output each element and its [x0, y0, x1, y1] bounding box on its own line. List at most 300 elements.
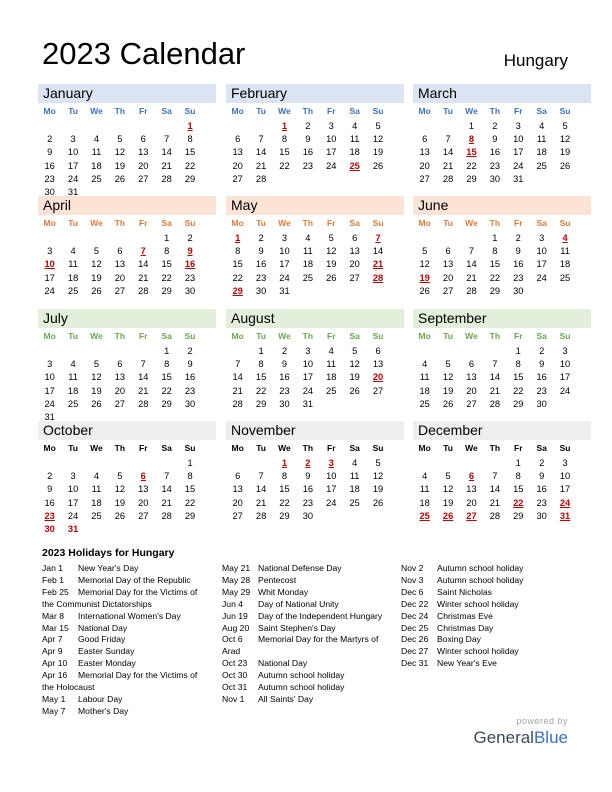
day-cell: 29: [161, 285, 172, 296]
day-cell: 24: [44, 285, 55, 296]
holiday-date: Dec 22: [401, 598, 429, 609]
day-cell: 20: [232, 160, 243, 171]
day-cell: 25: [91, 173, 102, 184]
day-cell: 12: [442, 372, 454, 383]
month-name: September: [413, 309, 591, 328]
day-cell: 21: [138, 385, 149, 396]
day-cell: [320, 510, 343, 523]
day-cell: 17: [44, 385, 55, 396]
day-cell: 18: [419, 385, 430, 396]
holiday-date: Dec 26: [401, 634, 429, 645]
day-cell: 15: [232, 259, 243, 270]
day-cell: 17: [302, 372, 314, 383]
day-cell: 16: [513, 259, 524, 270]
day-cell: 30: [184, 398, 196, 409]
day-cell: 19: [326, 259, 337, 270]
day-cell: [366, 285, 389, 298]
day-cell: 14: [372, 246, 384, 257]
weekday-header: [413, 440, 591, 457]
day-cell: 6: [117, 359, 123, 370]
day-cell: 28: [466, 285, 477, 296]
day-cell: [85, 120, 108, 133]
holiday-item: [401, 634, 523, 646]
holiday-date: Feb 1: [42, 574, 64, 585]
holiday-date: Mar 8: [42, 610, 64, 621]
holiday-day-cell: 29: [232, 285, 243, 296]
weekday-label: We: [90, 218, 103, 228]
day-cell: 19: [91, 385, 102, 396]
week-row: [413, 510, 591, 523]
weekday-label: Mo: [231, 218, 244, 228]
holiday-name: International Women's Day: [78, 610, 181, 621]
week-row: [226, 258, 404, 271]
holiday-day-cell: 30: [44, 523, 55, 533]
day-cell: 13: [442, 259, 454, 270]
month-april: [38, 196, 216, 308]
holiday-name: New Year's Day: [78, 563, 139, 573]
week-row: [38, 173, 216, 186]
day-cell: 25: [349, 497, 360, 508]
day-cell: 23: [44, 173, 55, 184]
holiday-date: May 7: [42, 705, 66, 716]
day-cell: 18: [559, 259, 571, 270]
week-row: [226, 120, 404, 133]
day-cell: 2: [305, 121, 311, 131]
day-cell: 7: [258, 471, 264, 482]
day-cell: 23: [536, 385, 547, 396]
day-cell: [460, 345, 483, 358]
holiday-item: [222, 599, 382, 611]
day-cell: 8: [258, 359, 264, 370]
day-cell: 21: [138, 272, 149, 283]
day-cell: [61, 411, 84, 421]
day-cell: 27: [349, 272, 360, 283]
day-cell: 11: [419, 372, 430, 383]
holiday-date: Oct 30: [222, 670, 248, 681]
holiday-column-2: [222, 563, 382, 706]
holiday-item: [222, 682, 382, 694]
day-cell: 28: [255, 173, 267, 184]
week-row: [226, 345, 404, 358]
weekday-label: Fr: [514, 218, 523, 228]
weekday-label: Su: [559, 443, 571, 453]
holiday-date: Mar 15: [42, 622, 69, 633]
week-row: [38, 245, 216, 258]
day-cell: 5: [445, 359, 451, 370]
day-cell: 21: [466, 272, 477, 283]
day-cell: [226, 120, 249, 133]
weekday-label: Th: [302, 331, 314, 341]
day-cell: 3: [305, 346, 311, 356]
weekday-header: [226, 103, 404, 120]
day-cell: 16: [184, 372, 196, 383]
holiday-date: Apr 10: [42, 658, 68, 669]
day-cell: [436, 120, 459, 133]
holiday-item: [401, 599, 523, 611]
weekday-label: We: [465, 443, 478, 453]
day-cell: 12: [326, 246, 337, 257]
holiday-name: Winter school holiday: [437, 598, 519, 609]
day-cell: 26: [559, 160, 571, 171]
holiday-date: Nov 3: [401, 574, 424, 585]
holiday-name: Pentecost: [258, 574, 297, 585]
day-cell: [483, 345, 506, 358]
weekday-header: [226, 215, 404, 232]
week-row: [226, 457, 404, 470]
holiday-name: Whit Monday: [258, 586, 309, 597]
week-row: [38, 497, 216, 510]
holiday-day-cell: 6: [468, 471, 475, 482]
day-cell: 30: [536, 510, 547, 521]
weekday-label: We: [465, 106, 478, 116]
day-cell: 27: [114, 398, 126, 409]
day-cell: 17: [44, 272, 55, 283]
day-cell: 1: [187, 458, 193, 468]
weekday-label: Su: [372, 218, 384, 228]
weekday-label: Mo: [231, 443, 244, 453]
day-cell: 11: [560, 246, 570, 257]
day-cell: 22: [279, 497, 290, 508]
day-cell: 12: [419, 259, 430, 270]
day-cell: 4: [93, 471, 100, 482]
week-row: [38, 160, 216, 173]
weekday-label: Fr: [514, 443, 523, 453]
day-cell: 6: [445, 246, 451, 257]
holiday-day-cell: 23: [44, 510, 55, 521]
day-cell: [132, 523, 155, 533]
day-cell: 30: [184, 285, 196, 296]
week-row: [413, 470, 591, 483]
day-cell: 13: [114, 259, 126, 270]
holiday-date: Dec 31: [401, 658, 429, 669]
weekday-label: Su: [559, 106, 571, 116]
day-cell: [273, 173, 296, 186]
day-cell: [132, 345, 155, 358]
day-cell: 15: [279, 484, 290, 495]
holiday-name: Saint Nicholas: [437, 586, 492, 597]
weekday-label: Sa: [536, 106, 547, 116]
holiday-item: [401, 587, 523, 599]
day-cell: 5: [422, 246, 428, 257]
day-cell: 7: [164, 134, 170, 145]
weekday-label: We: [278, 106, 291, 116]
day-cell: 24: [44, 398, 55, 409]
weekday-label: Tu: [443, 106, 453, 116]
weekday-label: Tu: [256, 331, 266, 341]
weekday-label: Th: [489, 331, 501, 341]
week-row: [413, 385, 591, 398]
holiday-name: Labour Day: [78, 693, 123, 704]
holiday-item: [42, 694, 197, 706]
holiday-day-cell: 31: [67, 523, 79, 533]
day-cell: 29: [513, 510, 524, 521]
day-cell: 16: [279, 372, 290, 383]
day-cell: 29: [184, 510, 196, 521]
holiday-day-cell: 16: [184, 259, 196, 270]
holiday-item: [222, 670, 382, 682]
day-cell: 22: [161, 385, 172, 396]
day-cell: 26: [326, 272, 337, 283]
weekday-label: Tu: [256, 106, 266, 116]
day-cell: 14: [489, 372, 501, 383]
day-cell: 22: [232, 272, 243, 283]
day-cell: 21: [161, 497, 172, 508]
weekday-label: Fr: [327, 331, 336, 341]
week-row: [413, 371, 591, 384]
day-cell: 3: [281, 233, 288, 243]
day-cell: 23: [279, 385, 290, 396]
day-cell: [178, 523, 201, 533]
weekday-label: Tu: [443, 331, 453, 341]
day-cell: 23: [184, 385, 196, 396]
month-september: [413, 309, 591, 421]
week-row: [38, 258, 216, 271]
day-cell: 5: [117, 471, 123, 482]
day-cell: 7: [468, 246, 475, 257]
day-cell: 1: [164, 233, 170, 243]
weekday-label: Su: [184, 106, 196, 116]
weekday-label: Fr: [514, 106, 523, 116]
month-march: [413, 84, 591, 196]
day-cell: 1: [468, 121, 475, 131]
day-cell: 7: [492, 359, 498, 370]
day-cell: 16: [255, 259, 267, 270]
day-cell: [553, 398, 576, 411]
day-cell: 24: [326, 160, 337, 171]
day-cell: 28: [161, 510, 172, 521]
day-cell: [320, 173, 343, 186]
weekday-label: Su: [559, 218, 571, 228]
day-cell: 22: [161, 272, 172, 283]
day-cell: [530, 285, 553, 298]
day-cell: 18: [67, 272, 79, 283]
day-cell: 17: [559, 484, 571, 495]
day-cell: 16: [302, 147, 314, 158]
day-cell: [320, 285, 343, 298]
weekday-label: We: [465, 331, 478, 341]
day-cell: 26: [442, 398, 454, 409]
weekday-label: Tu: [68, 331, 78, 341]
day-cell: 19: [91, 272, 102, 283]
holiday-name: Autumn school holiday: [437, 574, 524, 585]
day-cell: 25: [67, 398, 79, 409]
day-cell: 5: [93, 359, 100, 370]
day-cell: 9: [539, 471, 545, 482]
day-cell: 23: [536, 497, 547, 508]
holiday-date: Jun 4: [222, 598, 244, 609]
day-cell: [413, 457, 436, 470]
week-row: [38, 120, 216, 133]
week-row: [38, 133, 216, 146]
weekday-label: Fr: [327, 443, 336, 453]
day-cell: 27: [232, 510, 243, 521]
day-cell: [343, 398, 366, 411]
day-cell: [108, 345, 131, 358]
day-cell: 15: [513, 372, 524, 383]
weekday-label: Sa: [349, 443, 360, 453]
holiday-item: [401, 575, 523, 587]
day-cell: 30: [536, 398, 547, 409]
day-cell: 7: [258, 134, 264, 145]
day-cell: 7: [235, 359, 241, 370]
day-cell: 6: [468, 359, 475, 370]
weekday-label: Su: [372, 443, 384, 453]
weekday-label: Sa: [161, 106, 172, 116]
holiday-name: Autumn school holiday: [437, 563, 524, 573]
day-cell: 11: [68, 259, 78, 270]
week-row: [226, 398, 404, 411]
day-cell: [436, 232, 459, 245]
day-cell: 3: [515, 121, 521, 131]
day-cell: 6: [375, 346, 381, 356]
day-cell: 22: [184, 160, 196, 171]
week-row: [226, 285, 404, 298]
day-cell: 22: [255, 385, 267, 396]
holiday-name: Memorial Day for the Martyrs of: [258, 634, 379, 645]
day-cell: 22: [489, 272, 501, 283]
day-cell: 21: [255, 160, 267, 171]
holiday-column-1: [42, 563, 197, 718]
day-cell: 18: [302, 259, 314, 270]
day-cell: 30: [255, 285, 267, 296]
month-name: May: [226, 196, 404, 215]
day-cell: [343, 510, 366, 523]
holiday-name: Mother's Day: [78, 705, 129, 716]
weekday-header: [38, 440, 216, 457]
weekday-label: Fr: [327, 218, 336, 228]
weekday-label: Mo: [418, 218, 431, 228]
day-cell: 4: [422, 359, 428, 370]
week-row: [38, 146, 216, 159]
day-cell: 12: [91, 259, 102, 270]
day-cell: 2: [47, 134, 53, 145]
day-cell: 8: [281, 471, 288, 482]
holiday-name: Easter Sunday: [78, 646, 135, 657]
day-cell: 19: [114, 160, 126, 171]
day-cell: 29: [184, 173, 196, 184]
weekday-label: Fr: [139, 218, 148, 228]
day-cell: 22: [279, 160, 290, 171]
day-cell: 15: [161, 259, 172, 270]
month-october: [38, 421, 216, 533]
weekday-label: Fr: [514, 331, 523, 341]
holiday-date: Dec 27: [401, 646, 429, 657]
day-cell: 4: [305, 233, 311, 243]
month-december: [413, 421, 591, 533]
day-cell: 9: [305, 471, 311, 482]
day-cell: 25: [67, 285, 79, 296]
holiday-day-cell: 2: [305, 458, 311, 468]
day-cell: 20: [114, 385, 126, 396]
weekday-label: Fr: [139, 331, 148, 341]
day-cell: 2: [47, 471, 53, 482]
day-cell: 10: [536, 246, 547, 257]
day-cell: 14: [138, 259, 149, 270]
day-cell: [226, 457, 249, 470]
day-cell: 25: [419, 398, 430, 409]
day-cell: 15: [184, 484, 196, 495]
day-cell: 28: [138, 285, 149, 296]
holiday-name: National Defense Day: [258, 563, 342, 573]
day-cell: 28: [489, 398, 501, 409]
month-name: October: [38, 421, 216, 440]
day-cell: 8: [492, 246, 498, 257]
day-cell: 1: [164, 346, 170, 356]
holiday-day-cell: 9: [187, 246, 193, 257]
week-row: [226, 146, 404, 159]
day-cell: [85, 186, 108, 196]
day-cell: [132, 186, 155, 196]
weekday-label: Su: [372, 106, 384, 116]
page-title: 2023 Calendar: [42, 36, 246, 71]
weekday-label: We: [278, 218, 291, 228]
weekday-label: Tu: [256, 218, 266, 228]
day-cell: 9: [47, 484, 53, 495]
day-cell: 14: [232, 372, 243, 383]
holiday-item: [42, 670, 197, 682]
weekday-label: Fr: [139, 106, 148, 116]
day-cell: [155, 120, 178, 133]
day-cell: 3: [47, 246, 53, 257]
day-cell: [132, 457, 155, 470]
holiday-item: [222, 658, 382, 670]
day-cell: [226, 345, 249, 358]
holiday-date: Oct 23: [222, 658, 248, 669]
weekday-label: Mo: [43, 218, 56, 228]
day-cell: 18: [419, 497, 430, 508]
week-row: [38, 457, 216, 470]
holiday-day-cell: 20: [372, 372, 384, 383]
week-row: [413, 173, 591, 186]
holiday-name: Christmas Eve: [437, 610, 493, 621]
day-cell: 29: [161, 398, 172, 409]
weekday-label: We: [465, 218, 478, 228]
holiday-day-cell: 1: [187, 121, 193, 131]
day-cell: 23: [489, 160, 501, 171]
weekday-header: [413, 103, 591, 120]
day-cell: [108, 232, 131, 245]
month-name: February: [226, 84, 404, 103]
day-cell: 26: [114, 173, 126, 184]
holiday-item: [401, 658, 523, 670]
day-cell: [155, 457, 178, 470]
week-row: [226, 272, 404, 285]
day-cell: 21: [442, 160, 454, 171]
month-november: [226, 421, 404, 533]
weekday-label: Th: [489, 106, 501, 116]
day-cell: [38, 232, 61, 245]
day-cell: 10: [513, 134, 524, 145]
day-cell: 24: [536, 272, 547, 283]
day-cell: 17: [67, 160, 79, 171]
day-cell: [296, 285, 319, 298]
day-cell: 5: [562, 121, 568, 131]
weekday-label: Mo: [418, 106, 431, 116]
month-name: December: [413, 421, 591, 440]
holiday-day-cell: 31: [559, 510, 571, 521]
day-cell: 29: [279, 510, 290, 521]
holiday-day-cell: 10: [44, 259, 55, 270]
day-cell: 6: [422, 134, 428, 145]
day-cell: 24: [513, 160, 524, 171]
day-cell: 14: [255, 484, 267, 495]
weekday-label: Th: [114, 331, 126, 341]
brand-logo: [473, 716, 568, 748]
holiday-day-cell: 1: [281, 458, 288, 468]
holiday-name: Autumn school holiday: [258, 682, 345, 693]
day-cell: 21: [255, 497, 267, 508]
day-cell: 12: [372, 134, 384, 145]
